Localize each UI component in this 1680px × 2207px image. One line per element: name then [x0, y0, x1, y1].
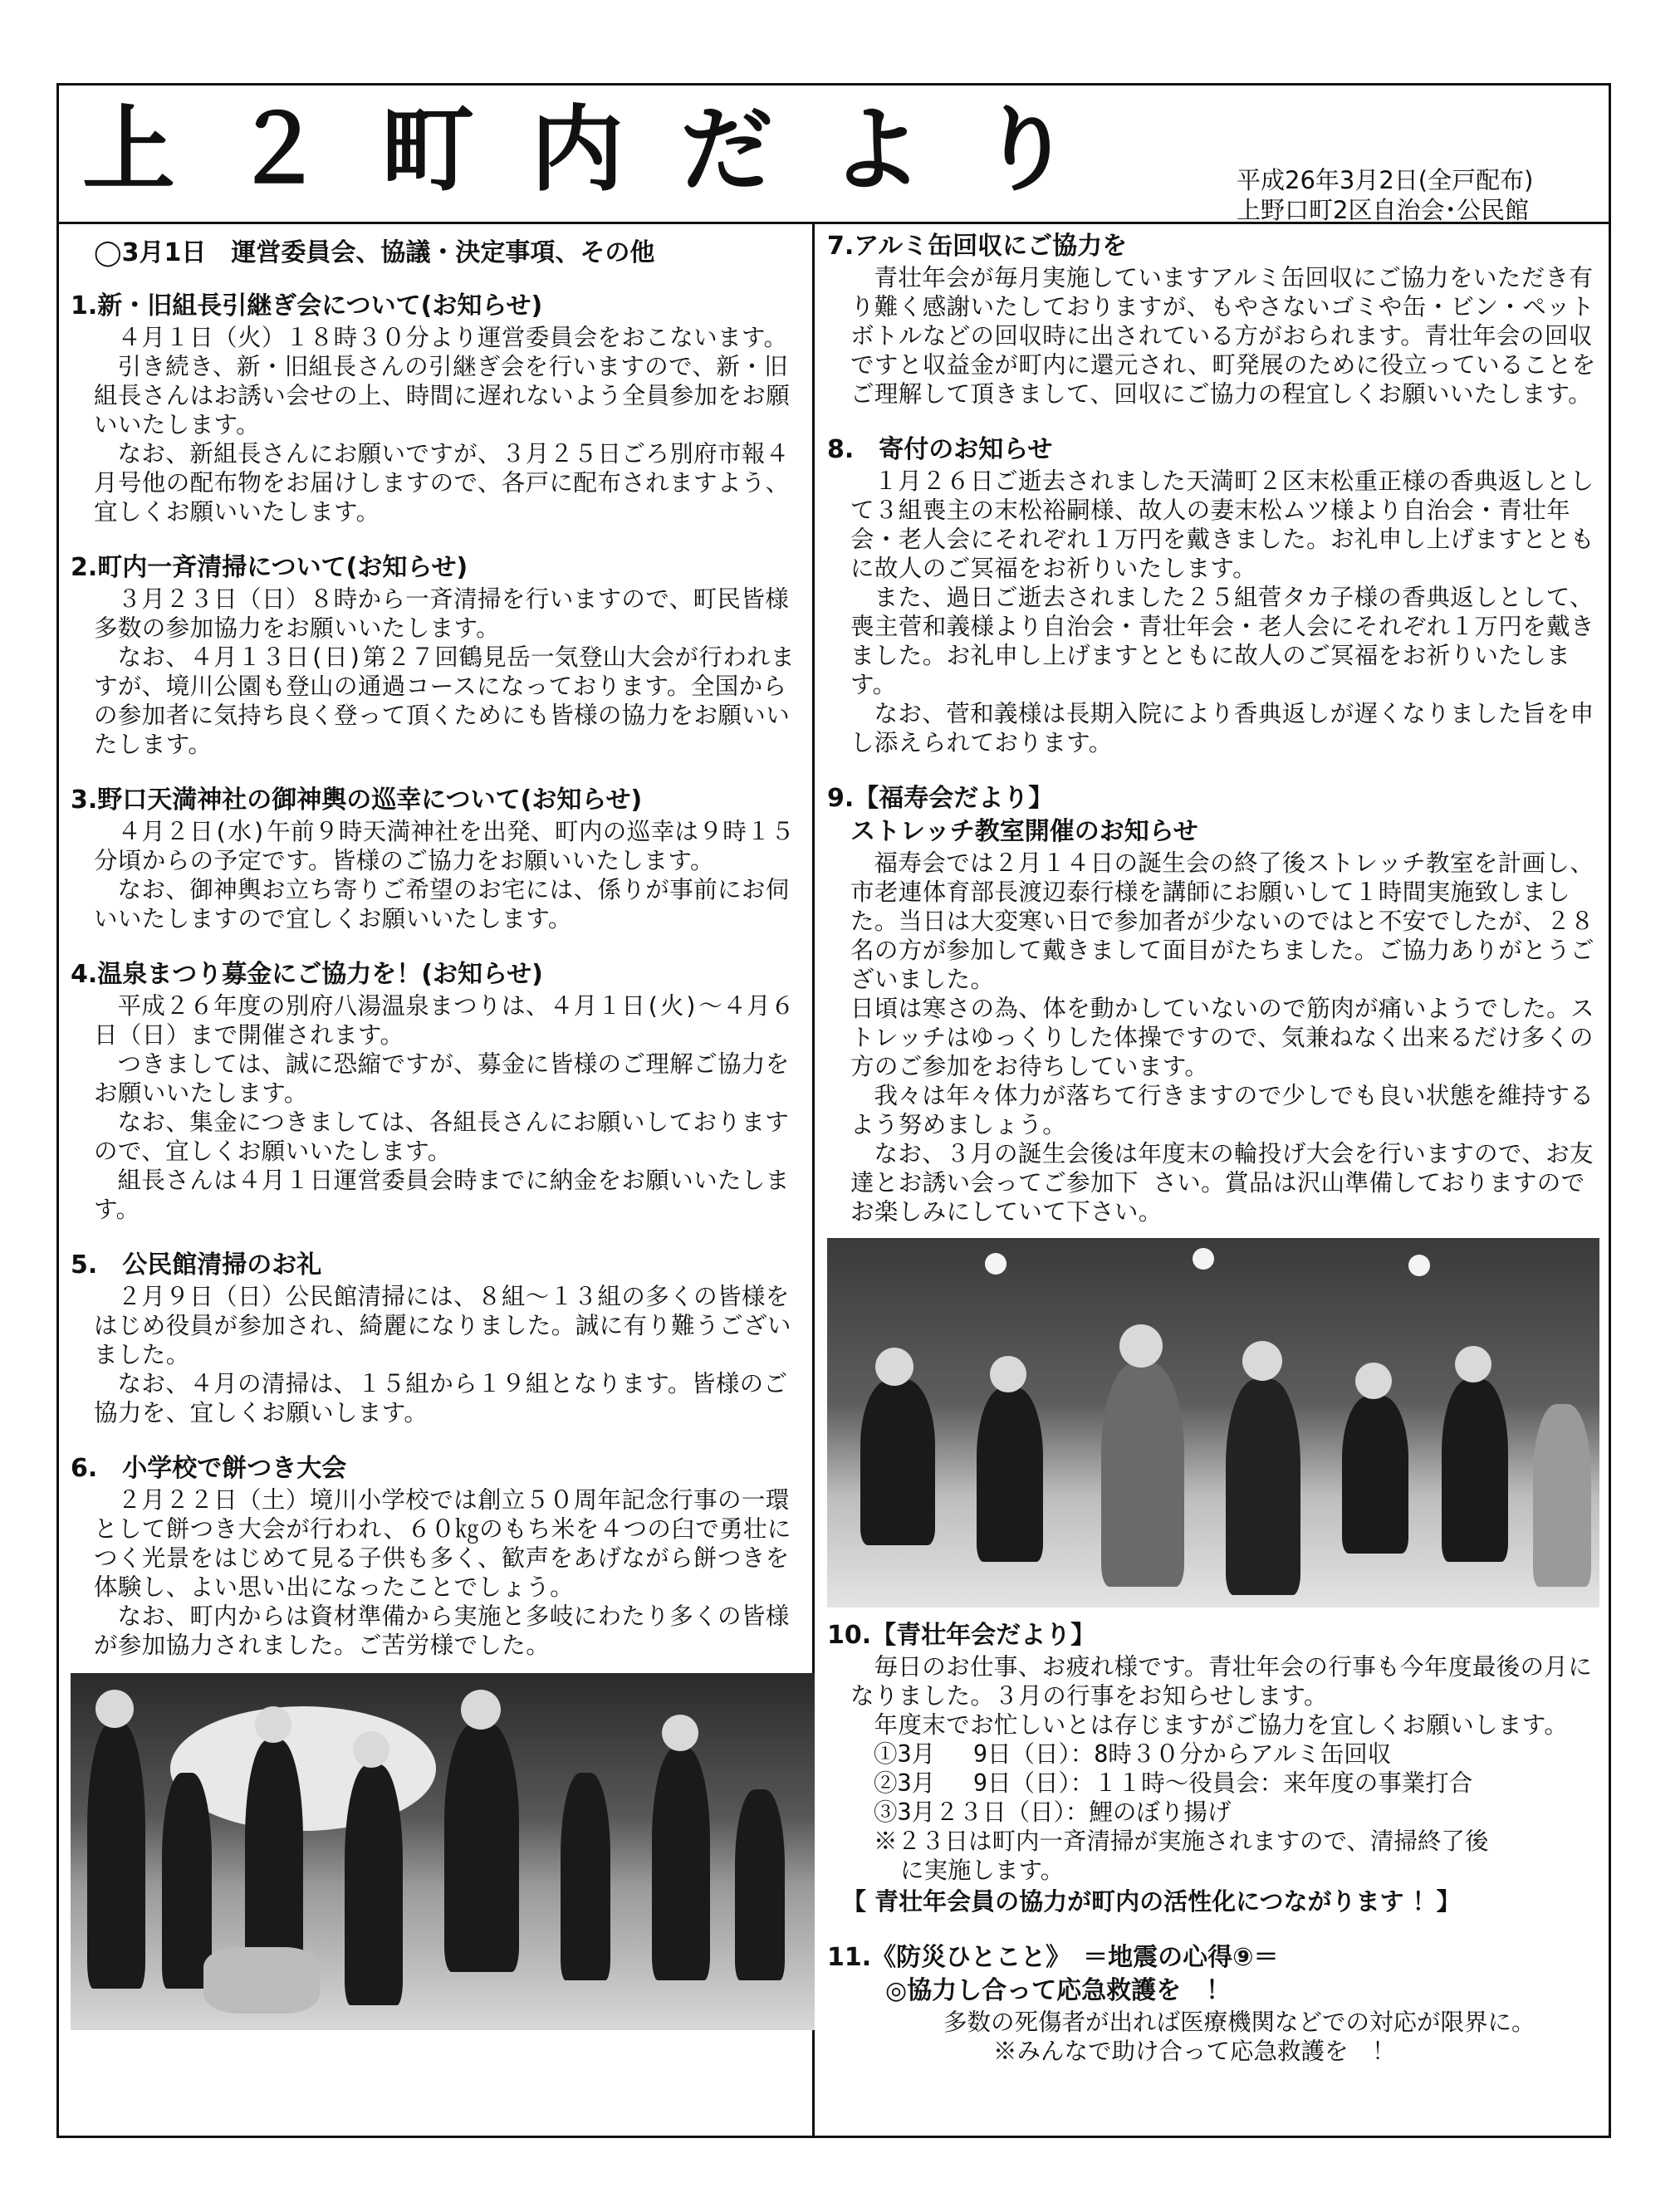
article-text: 日頃は寒さの為、体を動かしていないので筋肉が痛いようでした。ストレッチはゆっくりした体操ですので、気兼ねなく出来るだけ多くの方のご参加をお待ちしています。 [850, 995, 1594, 1080]
article-5 [71, 1249, 801, 1427]
article-4 [71, 958, 801, 1224]
photo-detail [444, 1723, 519, 1972]
article-text: また、過日ご逝去されました２５組菅タカ子様の香典返しとして、喪主菅和義様より自治会・青壮年会・老人会にそれぞれ１万円を戴きました。お礼申し上げますとともに故人のご冥福をお祈りいたします。 [850, 584, 1594, 698]
photo-detail [990, 1356, 1026, 1392]
photo-detail [1355, 1363, 1392, 1399]
photo-detail [203, 1947, 320, 2014]
article-text: なお、新組長さんにお願いですが、３月２５日ごろ別府市報４月号他の配布物をお届けしますので、各戸に配布されますよう、宜しくお願いいたします。 [94, 440, 790, 526]
photo-detail [1226, 1379, 1300, 1595]
article-heading: 1.新・旧組長引継ぎ会について(お知らせ) [71, 291, 543, 321]
article-text: 青壮年会が毎月実施していますアルミ缶回収にご協力をいただき有り難く感謝いたしておりますが、もやさないゴミや缶・ビン・ペットボトルなどの回収時に出されている方がおられます。青壮年会の回収ですと収益金が町内に還元され、町発展のために役立っていることをご理解して頂きまして、回収にご協力の程宜しくお願いいたします。 [850, 264, 1596, 408]
schedule-note: ※２３日は町内一斉清掃が実施されますので、清掃終了後 [874, 1828, 1489, 1855]
article-text: つきましては、誠に恐縮ですが、募金に皆様のご理解ご協力をお願いいたします。 [94, 1050, 790, 1107]
article-text: １月２６日ご逝去されました天満町２区末松重正様の香典返しとして３組喪主の末松裕嗣様、故人の妻末松ムツ様より自治会・青壮年会・老人会にそれぞれ１万円を戴きました。お礼申し上げますとともに故人のご冥福をお祈りいたします。 [850, 467, 1594, 582]
photo-detail [162, 1773, 212, 1989]
photo-detail [96, 1690, 134, 1728]
photo-detail [1408, 1255, 1430, 1276]
left-column [71, 237, 801, 2030]
article-text: 引き続き、新・旧組長さんの引継ぎ会を行いますので、新・旧組長さんはお誘い会せの上、時間に遅れないよう全員参加をお願いいたします。 [94, 353, 791, 438]
photo-detail [353, 1731, 389, 1768]
article-heading: 9.【福寿会だより】 [827, 784, 1054, 813]
mochitsuki-photo [71, 1673, 815, 2030]
article-text: なお、町内からは資材準備から実施と多岐にわたり多くの皆様が参加協力されました。ご苦労様でした。 [94, 1603, 790, 1659]
photo-detail [1442, 1379, 1508, 1562]
article-11 [827, 1941, 1599, 2066]
article-3 [71, 784, 801, 933]
article-10 [827, 1619, 1599, 1918]
article-text: 組長さんは４月１日運営委員会時までに納金をお願いいたします。 [94, 1167, 790, 1223]
youth-callout: 【 青壮年会員の協力が町内の活性化につながります ！】 [842, 1887, 1461, 1916]
photo-detail [255, 1706, 291, 1743]
article-6 [71, 1452, 801, 1660]
photo-detail [1119, 1324, 1163, 1368]
article-8 [827, 433, 1599, 757]
article-2 [71, 551, 801, 759]
photo-detail [1193, 1248, 1214, 1270]
photo-detail [735, 1789, 785, 1980]
safety-text: 多数の死傷者が出れば医療機関などでの対応が限界に。 [943, 2009, 1536, 2036]
photo-detail [977, 1387, 1043, 1562]
article-heading: 6. 小学校で餅つき大会 [71, 1454, 347, 1483]
article-heading: 10.【青壮年会だより】 [827, 1621, 1096, 1650]
article-heading: 8. 寄付のお知らせ [827, 435, 1053, 464]
article-7 [827, 230, 1599, 409]
photo-detail [860, 1379, 935, 1545]
article-subheading: ストレッチ教室開催のお知らせ [850, 817, 1198, 846]
article-heading: 2.町内一斉清掃について(お知らせ) [71, 553, 468, 582]
article-text: 平成２６年度の別府八湯温泉まつりは、４月１日(火)～４月６日（日）まで開催されます。 [94, 992, 795, 1049]
article-text: なお、４月の清掃は、１５組から１９組となります。皆様のご協力を、宜しくお願いします。 [94, 1370, 788, 1426]
masthead [59, 86, 1609, 224]
article-text: ４月２日(水)午前９時天満神社を出発、町内の巡幸は９時１５分頃からの予定です。皆様のご協力をお願いいたします。 [94, 818, 795, 874]
article-text: ４月１日（火）１８時３０分より運営委員会をおこないます。 [117, 324, 788, 351]
article-text: なお、３月の誕生会後は年度末の輪投げ大会を行いますので、お友達とお誘い会ってご参加下 さい。賞品は沢山準備しておりますのでお楽しみにしていて下さい。 [850, 1140, 1594, 1226]
photo-detail [461, 1690, 501, 1730]
article-text: 毎日のお仕事、お疲れ様です。青壮年会の行事も今年度最後の月になりました。３月の行事をお知らせします。 [850, 1653, 1593, 1710]
photo-detail [662, 1715, 698, 1751]
article-text: ３月２３日（日）８時から一斉清掃を行いますので、町民皆様多数の参加協力をお願いいたします。 [94, 585, 790, 642]
article-9 [827, 782, 1599, 1226]
issue-date: 平成26年3月2日(全戸配布) [1237, 166, 1534, 194]
article-text: なお、４月１３日(日)第２７回鶴見岳一気登山大会が行われますが、境川公園も登山の通過コースになっております。全国からの参加者に気持ち良く登って頂くためにも皆様の協力をお願いいたします。 [94, 644, 795, 758]
schedule-item: ①3月 9日（日）：8時３０分からアルミ缶回収 [874, 1740, 1392, 1768]
schedule-note: に実施します。 [900, 1857, 1065, 1884]
article-text: 福寿会では２月１４日の誕生会の終了後ストレッチ教室を計画し、市老連体育部長渡辺泰行様を講師にお願いして１時間実施致しました。当日は大変寒い日で参加者が少ないのではと不安でしたが、２８名の方が参加して戴きまして面目がたちました。ご協力ありがとうございました。 [850, 849, 1594, 993]
schedule-item: ③3月２３日（日）：鯉のぼり揚げ [874, 1798, 1232, 1826]
article-heading: 3.野口天満神社の御神輿の巡幸について(お知らせ) [71, 785, 643, 815]
article-text: ２月２２日（土）境川小学校では創立５０周年記念行事の一環として餅つき大会が行われ、６０㎏のもち米を４つの臼で勇壮につく光景をはじめて見る子供も多く、歓声をあげながら餅つきを体験し、よい思い出になったことでしょう。 [94, 1486, 791, 1601]
article-text: 年度末でお忙しいとは存じますがご協力を宜しくお願いします。 [874, 1711, 1569, 1739]
newsletter-frame [56, 83, 1611, 2138]
article-heading: 4.温泉まつり募金にご協力を！(お知らせ) [71, 960, 543, 989]
article-heading: 5. 公民館清掃のお礼 [71, 1250, 322, 1280]
article-heading: 7.アルミ缶回収にご協力を [827, 232, 1128, 261]
article-text: ２月９日（日）公民館清掃には、８組～１３組の多くの皆様をはじめ役員が参加され、綺麗になりました。誠に有り難うございました。 [94, 1283, 791, 1368]
meeting-intro: ◯3月1日 運営委員会、協議・決定事項、その他 [94, 238, 655, 267]
photo-detail [985, 1253, 1007, 1275]
photo-detail [345, 1764, 403, 2005]
article-1 [71, 290, 801, 526]
photo-detail [1342, 1396, 1408, 1554]
stretch-class-photo [827, 1238, 1599, 1608]
right-column [827, 230, 1599, 2091]
article-text: 我々は年々体力が落ちて行きますので少しでも良い状態を維持するよう努めましょう。 [850, 1082, 1594, 1138]
photo-detail [87, 1723, 145, 1989]
photo-detail [652, 1748, 710, 1980]
safety-tip: ◎協力し合って応急救護を ！ [885, 1976, 1232, 2005]
photo-detail [1455, 1346, 1491, 1382]
article-text: なお、集金につきましては、各組長さんにお願いしておりますので、宜しくお願いいたします。 [94, 1108, 790, 1165]
article-text: なお、菅和義様は長期入院により香典返しが遅くなりました旨を申し添えられております。 [850, 700, 1594, 756]
schedule-item: ②3月 9日（日）：１１時～役員会：来年度の事業打合 [874, 1769, 1473, 1797]
photo-detail [561, 1773, 610, 1980]
photo-detail [1533, 1404, 1591, 1587]
photo-detail [1242, 1341, 1282, 1381]
photo-detail [1101, 1363, 1184, 1587]
article-heading: 11.《防災ひとこと》 ＝地震の心得⑨＝ [827, 1943, 1279, 1972]
newsletter-title: 上２町内だより [82, 95, 1129, 204]
photo-detail [875, 1348, 913, 1386]
safety-text: ※みんなで助け合って応急救護を ！ [993, 2038, 1396, 2065]
article-text: なお、御神輿お立ち寄りご希望のお宅には、係りが事前にお伺いいたしますので宜しくお願いいたします。 [94, 876, 790, 932]
publisher: 上野口町2区自治会･公民館 [1237, 196, 1529, 224]
